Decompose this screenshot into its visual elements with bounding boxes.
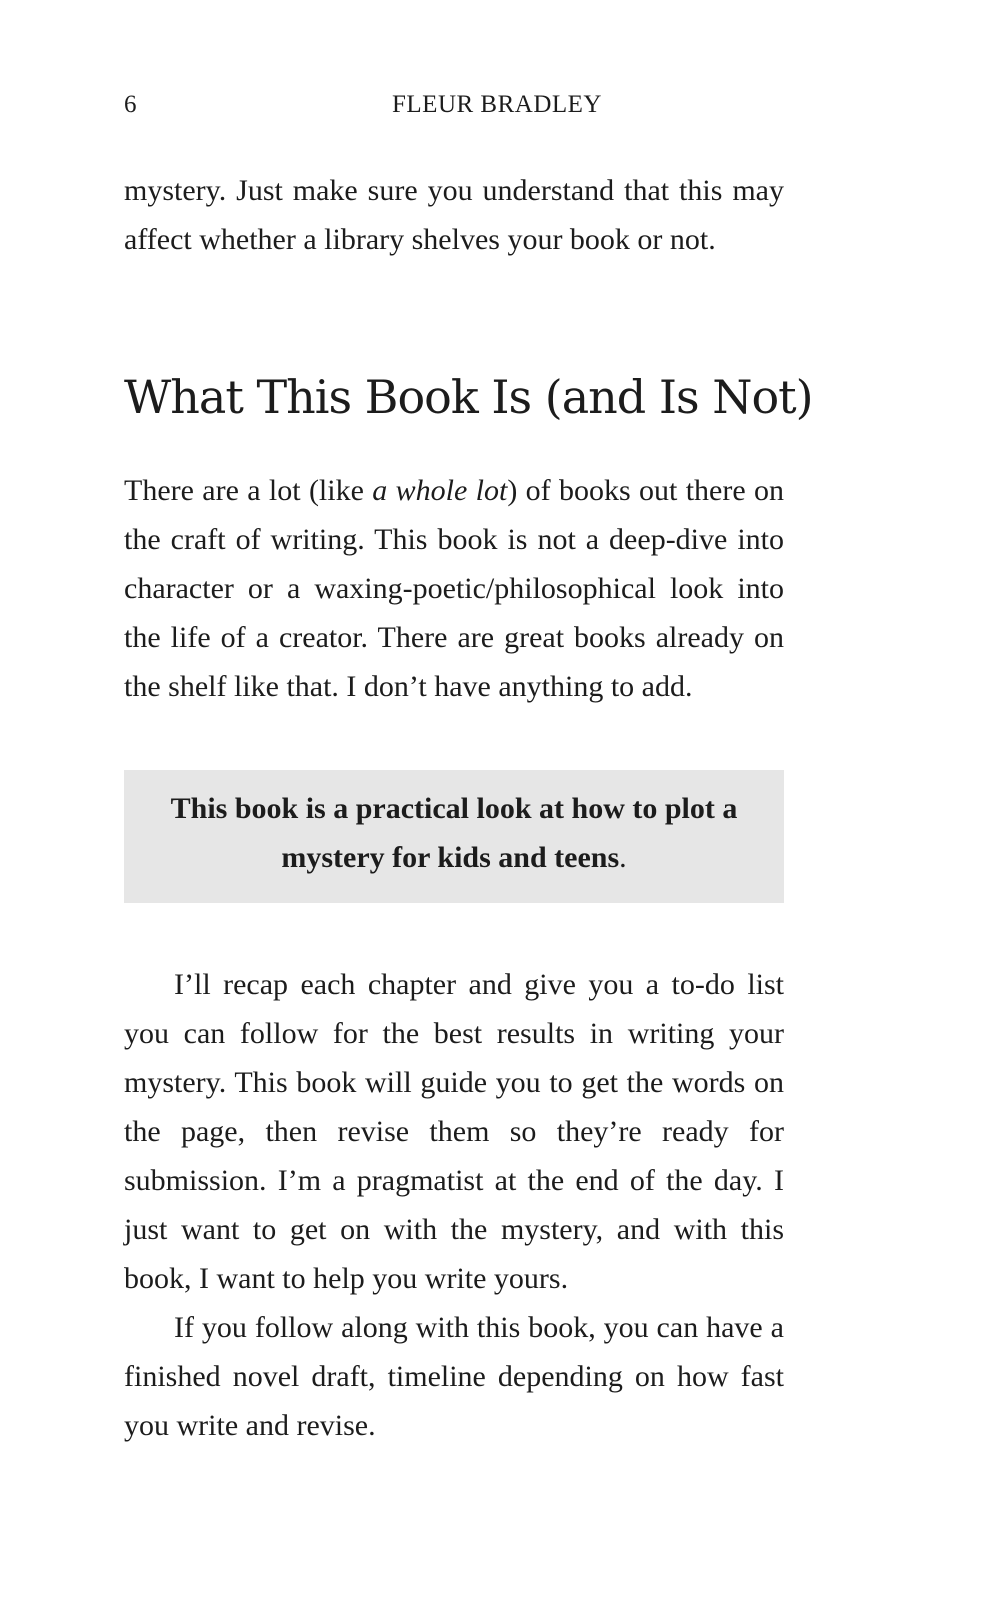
callout-bold-text: This book is a practical look at how to plot a mystery for kids and teens [170, 792, 738, 874]
carry-over-paragraph: mystery. Just make sure you understand that this may affect whether a library shelves your book or not. [124, 174, 784, 256]
intro-text-after-italic: ) of books out there on the craft of writing. This book is not a deep-dive into character or a waxing-poetic/philosophical look into the life of a creator. There are great books already on the shelf like that. I don’t have anything to add. [124, 474, 784, 703]
running-head-author: FLEUR BRADLEY [392, 91, 602, 118]
callout-box [124, 770, 784, 903]
body-paragraph-follow-along: If you follow along with this book, you can have a finished novel draft, timeline depending on how fast you write and revise. [124, 1311, 784, 1442]
intro-italic-emphasis: a whole lot [372, 474, 508, 507]
callout-trailing-period: . [619, 841, 627, 874]
running-head [124, 88, 784, 122]
body-paragraph-recap: I’ll recap each chapter and give you a to-do list you can follow for the best results in writing your mystery. This book will guide you to get the words on the page, then revise them so they’re ready for submission. I’m a pragmatist at the end of the day. I just want to get on with the mystery, and with this book, I want to help you write yours. [124, 968, 784, 1295]
section-heading: What This Book Is (and Is Not) [124, 370, 813, 424]
body-text [124, 960, 784, 1450]
intro-text-before-italic: There are a lot (like [124, 474, 373, 507]
page-number: 6 [124, 91, 137, 118]
callout-text [144, 784, 764, 882]
intro-paragraph [124, 466, 784, 711]
book-page [124, 0, 813, 1600]
